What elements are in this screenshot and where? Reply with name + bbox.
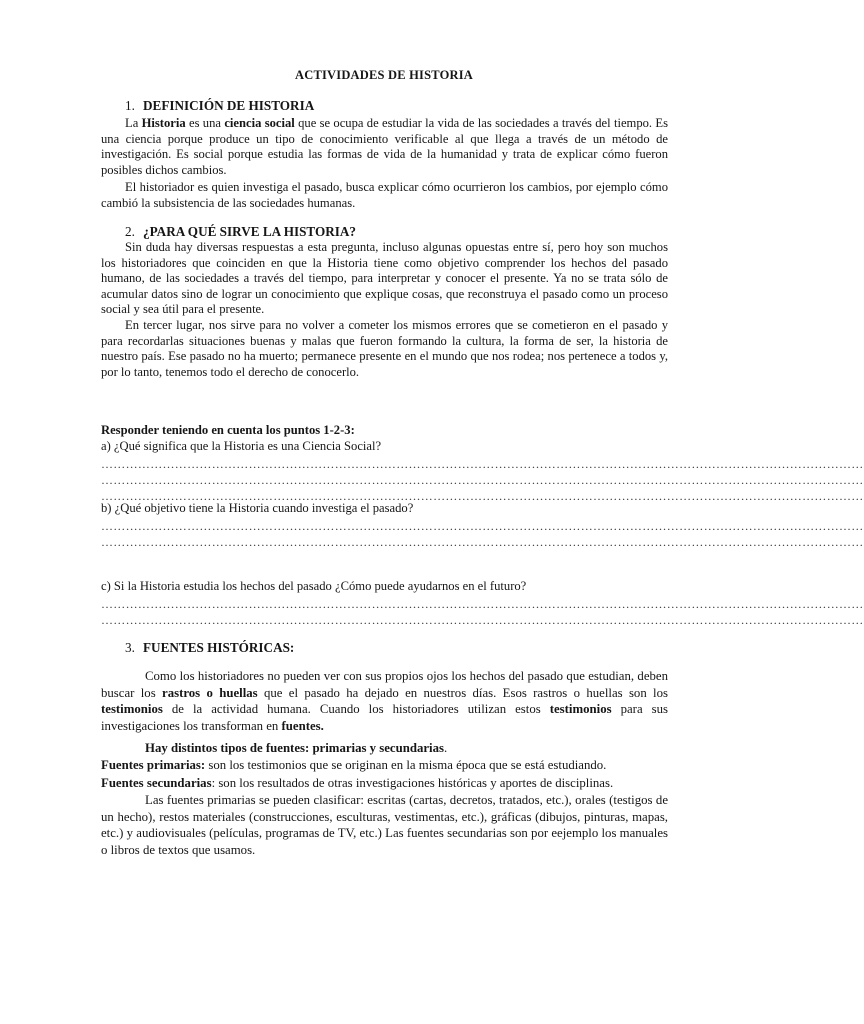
bold-term: Fuentes secundarias	[101, 776, 212, 790]
bold-term: ciencia social	[224, 116, 295, 130]
section-2-number: 2.	[125, 224, 135, 239]
question-a: a) ¿Qué significa que la Historia es una Ciencia Social?	[101, 439, 382, 453]
text-run: que se ocupa de estudiar la vida de las sociedades a través del tiempo. Es una ciencia porque produce un tipo de conocimiento verificable al que llega a través de un método de investigación. Es social porque estudia las formas de vida de la humanidad y trata de explicar cómo fueron posibles dichos cambios.	[101, 116, 668, 177]
answer-line-b2[interactable]: ……………………………………………………………………………………………………………………………………………………………………	[101, 535, 864, 549]
text-run: Como los historiadores no pueden ver con sus propios ojos los hechos del pasado que estudian, deben buscar los	[101, 669, 668, 700]
answer-line-a3[interactable]: ……………………………………………………………………………………………………………………………………………………………………	[101, 489, 864, 503]
text-run: para sus investigaciones los transforman en	[101, 702, 668, 733]
text-run: .	[443, 741, 448, 755]
source-types-line	[145, 740, 447, 756]
questions-intro: Responder teniendo en cuenta los puntos 1-2-3:	[101, 423, 355, 437]
answer-line-c1[interactable]: ……………………………………………………………………………………………………………………………………………………………………	[101, 597, 864, 611]
bold-term: testimonios	[101, 702, 163, 717]
answer-line-b1[interactable]: ……………………………………………………………………………………………………………………………………………………………………	[101, 519, 864, 533]
section-1-title: DEFINICIÓN DE HISTORIA	[143, 98, 315, 113]
bold-term: Fuentes primarias:	[101, 758, 206, 772]
bold-term: rastros o huellas	[162, 685, 258, 700]
section-2-paragraph-1: Sin duda hay diversas respuestas a esta pregunta, incluso algunas opuestas entre sí, pero hoy son muchos los historiadores que coinciden en que la Historia tiene como objetivo comprender los hechos del pasado humano, de las sociedades a través del tiempo, para interpretar y conocer el presente. Ya no se trata sólo de acumular datos sino de lograr un conocimiento que explique cosas, que reconstruya el pasado como un proceso social y sea útil para el presente.	[101, 240, 668, 317]
section-1-heading	[125, 98, 314, 114]
answer-line-a1[interactable]: ……………………………………………………………………………………………………………………………………………………………………	[101, 457, 864, 471]
section-1-number: 1.	[125, 98, 135, 113]
section-3-heading	[125, 640, 294, 656]
secondary-sources-line	[101, 775, 613, 791]
section-2-title: ¿PARA QUÉ SIRVE LA HISTORIA?	[143, 224, 357, 239]
text-run: : son los resultados de otras investigaciones históricas y aportes de disciplinas.	[211, 776, 614, 790]
text-run: es una	[185, 116, 225, 130]
section-2-heading	[125, 224, 356, 240]
section-3-paragraph-1	[101, 668, 668, 734]
section-1-paragraph-1	[101, 116, 668, 178]
answer-line-c2[interactable]: ……………………………………………………………………………………………………………………………………………………………………	[101, 613, 864, 627]
section-3-number: 3.	[125, 640, 135, 655]
section-1-paragraph-2: El historiador es quien investiga el pasado, busca explicar cómo ocurrieron los cambios, por ejemplo cómo cambió la subsistencia de las sociedades humanas.	[101, 180, 668, 210]
bold-term: Hay distintos tipos de fuentes: primarias y secundarias	[145, 741, 444, 755]
text-run: La	[125, 116, 142, 130]
text-run: que el pasado ha dejado en nuestros días. Esos rastros o huellas son los	[257, 685, 668, 700]
section-3-paragraph-2: Las fuentes primarias se pueden clasificar: escritas (cartas, decretos, tratados, etc.), orales (testigos de un hecho), restos materiales (construcciones, esculturas, vestimentas, etc.), gráficas (dibujos, pinturas, mapas, etc.) y audiovisuales (películas, programas de TV, etc.) Las fuentes secundarias son por eejemplo los manuales o libros de textos que usamos.	[101, 793, 668, 857]
primary-sources-line	[101, 757, 606, 773]
section-3-title: FUENTES HISTÓRICAS:	[143, 640, 295, 655]
text-run: de la actividad humana. Cuando los historiadores utilizan estos	[162, 702, 550, 717]
answer-line-a2[interactable]: ……………………………………………………………………………………………………………………………………………………………………	[101, 473, 864, 487]
question-b: b) ¿Qué objetivo tiene la Historia cuando investiga el pasado?	[101, 501, 414, 515]
question-c: c) Si la Historia estudia los hechos del pasado ¿Cómo puede ayudarnos en el futuro?	[101, 579, 527, 593]
bold-term: testimonios	[549, 702, 612, 717]
text-run: son los testimonios que se originan en la misma época que se está estudiando.	[205, 758, 607, 772]
bold-term: Historia	[141, 116, 186, 130]
page-title: ACTIVIDADES DE HISTORIA	[294, 68, 474, 82]
bold-term: fuentes.	[281, 718, 324, 733]
section-2-paragraph-2: En tercer lugar, nos sirve para no volver a cometer los mismos errores que se cometieron en el pasado y para recordarlas situaciones buenas y malas que fueron formando la cultura, la forma de ser, la historia de nuestro país. Ese pasado no ha muerto; permanece presente en el mundo que nos rodea; nos pertenece a todos y, por lo tanto, tenemos todo el derecho de conocerlo.	[101, 318, 668, 379]
